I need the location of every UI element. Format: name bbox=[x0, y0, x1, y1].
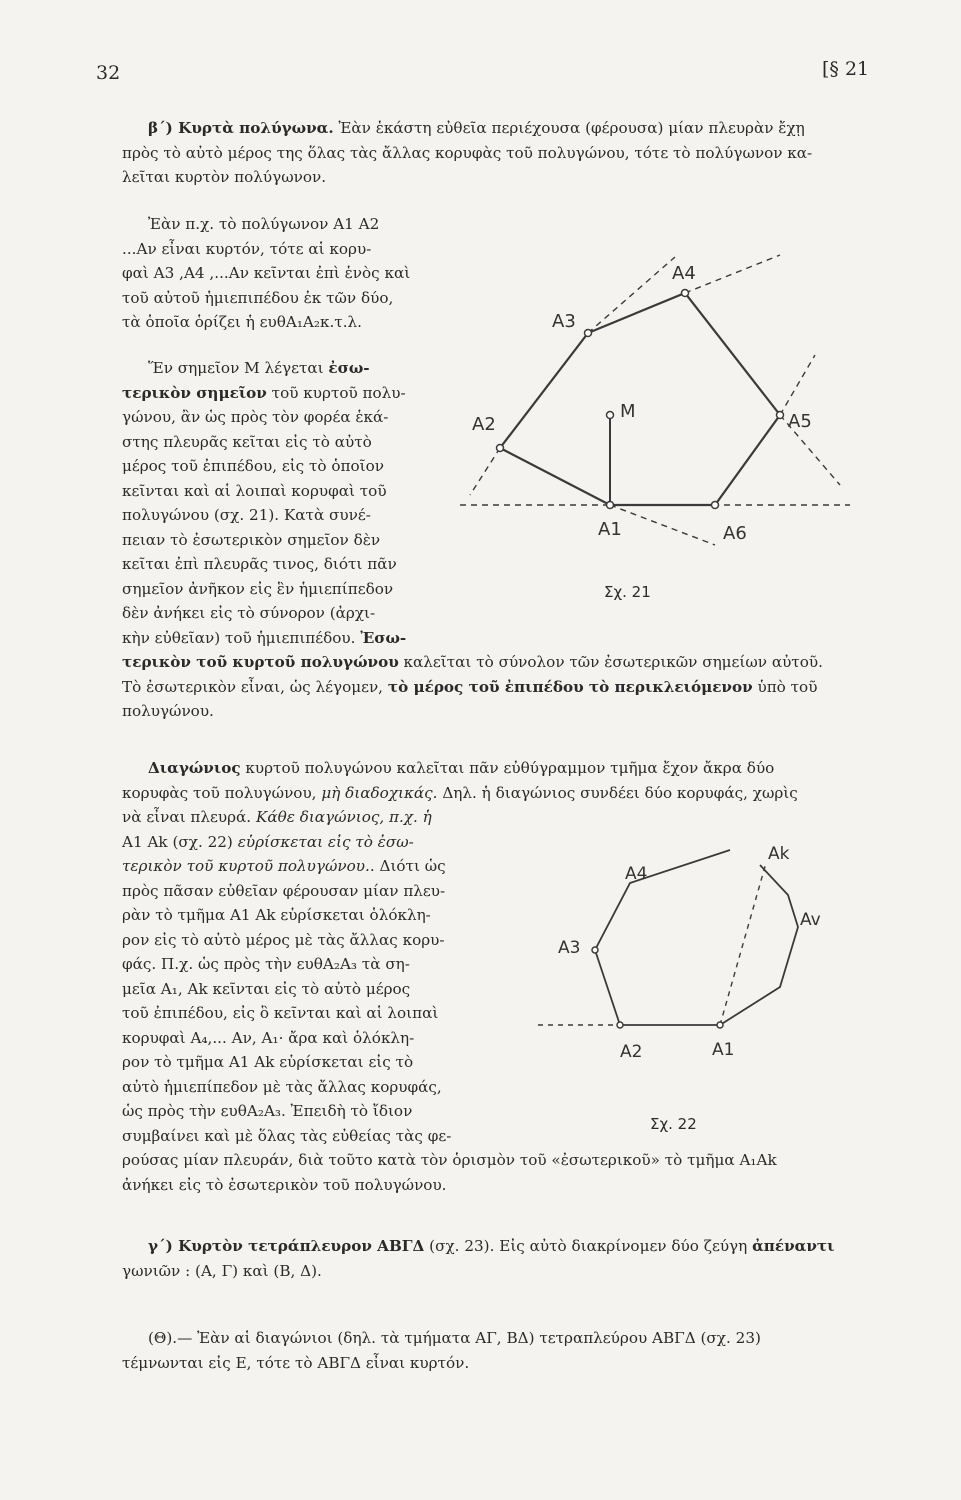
fig21-label-a6: A6 bbox=[723, 523, 747, 544]
fig21-label-a4: A4 bbox=[672, 263, 696, 284]
heading-convex-polygons: β΄) Κυρτὰ πολύγωνα. bbox=[148, 119, 334, 137]
fig22-label-a1: A1 bbox=[712, 1040, 735, 1060]
paragraph-interior-definition: τερικὸν τοῦ κυρτοῦ πολυγώνου καλεῖται τὸ σύνολον τῶν ἐσωτερικῶν σημείων αὐτοῦ. Τὸ ἐσωτερικὸν εἶναι, ὡς λέγομεν, τὸ μέρος τοῦ ἐπιπέδου τὸ περικλειόμενον ὑπὸ τοῦ πολυγώνου. bbox=[122, 653, 823, 720]
section-marker: [§ 21 bbox=[822, 58, 870, 80]
fig22-label-av: Av bbox=[800, 910, 821, 930]
fig21-label-m: M bbox=[620, 401, 636, 422]
fig21-label-a3: A3 bbox=[552, 311, 576, 332]
fig21-label-a2: A2 bbox=[472, 414, 496, 435]
fig21-extended-lines bbox=[460, 255, 850, 545]
paragraph-interior-point: Ἕν σημεῖον Μ λέγεται ἐσω- τερικὸν σημεῖον τοῦ κυρτοῦ πολυ- γώνου, ἂν ὡς πρὸς τὸν φορέα ἑκά- στης πλευρᾶς κεῖται εἰς τὸ αὐτὸ μέρος τοῦ ἐπιπέδου, εἰς τὸ ὁποῖον κεῖνται καὶ αἱ λοιπαὶ κορυφαὶ τοῦ πολυγώνου (σχ. 21). Κατὰ συνέ- πειαν τὸ ἐσωτερικὸν σημεῖον δὲν κεῖται ἐπὶ πλευρᾶς τινος, διότι πᾶν σημεῖον ἀνῆκον εἰς ἓν ἡμιεπίπεδον δὲν ἀνήκει εἰς τὸ σύνορον (ἀρχι- κὴν εὐθεῖαν) τοῦ ἡμιεπιπέδου. Ἐσω- bbox=[122, 359, 407, 647]
term-diagonal: Διαγώνιος bbox=[148, 759, 241, 777]
paragraph-diagonal: Διαγώνιος κυρτοῦ πολυγώνου καλεῖται πᾶν εὐθύγραμμον τμῆμα ἔχον ἄκρα δύο κορυφὰς τοῦ πολυγώνου, μὴ διαδοχικάς. Δηλ. ἡ διαγώνιος συνδέει δύο κορυφάς, χωρὶς νὰ εἶναι πλευρά. Κάθε διαγώνιος, π.χ. ἡ A1 Ak (σχ. 22) εὑρίσκεται εἰς τὸ ἐσω- τερικὸν τοῦ κυρτοῦ πολυγώνου.. Διότι ὡς πρὸς πᾶσαν εὐθεῖαν φέρουσαν μίαν πλευ- ρὰν τὸ τμῆμα A1 Ak εὑρίσκεται ὁλόκλη- ρον εἰς τὸ αὐτὸ μέρος μὲ τὰς ἄλλας κορυ- φάς. Π.χ. ὡς πρὸς τὴν ευθA₂A₃ τὰ ση- μεῖα A₁, Ak κεῖνται εἰς τὸ αὐτὸ μέρος τοῦ ἐπιπέδου, εἰς ὃ κεῖνται καὶ αἱ λοιπαὶ κορυφαὶ A₄,... Aν, A₁· ἄρα καὶ ὁλόκλη- ρον τὸ τμῆμα A1 Ak εὑρίσκεται εἰς τὸ αὐτὸ ἡμιεπίπεδον μὲ τὰς ἄλλας κορυφάς, ὡς πρὸς τὴν ευθA₂A₃. Ἐπειδὴ τὸ ἴδιον συμβαίνει καὶ μὲ ὅλας τὰς εὐθείας τὰς φε- ρούσας μίαν πλευράν, διὰ τοῦτο κατὰ τὸν ὁρισμὸν τοῦ «ἐσωτερικοῦ» τὸ τμῆμα A₁Ak ἀνήκει εἰς τὸ ἐσωτερικὸν τοῦ πολυγώνου. bbox=[122, 759, 798, 1194]
paragraph-convex-polygons: β΄) Κυρτὰ πολύγωνα. Ἐὰν ἑκάστη εὐθεῖα περιέχουσα (φέρουσα) μίαν πλευρὰν ἔχῃ πρὸς τὸ αὐτὸ μέρος της ὅλας τὰς ἄλλας κορυφὰς τοῦ πολυγώνου, τότε τὸ πολύγωνον κα- λεῖται κυρτὸν πολύγωνον. bbox=[122, 119, 813, 186]
fig21-label-a5: A5 bbox=[788, 411, 812, 432]
fig22-vertices bbox=[592, 947, 723, 1028]
fig21-polygon bbox=[500, 293, 780, 505]
page-number: 32 bbox=[96, 62, 121, 84]
paragraph-example: Ἐὰν π.χ. τὸ πολύγωνον A1 A2 ...Aν εἶναι κυρτόν, τότε αἱ κορυ- φαὶ A3 ,A4 ,...Aν κεῖνται ἐπὶ ἑνὸς καὶ τοῦ αὐτοῦ ἡμιεπιπέδου ἐκ τῶν δύο, τὰ ὁποῖα ὁρίζει ἡ ευθA₁A₂κ.τ.λ. bbox=[122, 215, 411, 331]
fig22-label-a2: A2 bbox=[620, 1042, 643, 1062]
fig21-caption: Σχ. 21 bbox=[604, 583, 651, 601]
fig22-caption: Σχ. 22 bbox=[650, 1115, 697, 1133]
paragraph-theorem: (Θ).— Ἐὰν αἱ διαγώνιοι (δηλ. τὰ τμήματα ΑΓ, ΒΔ) τετραπλεύρου ΑΒΓΔ (σχ. 23) τέμνωνται εἰς Ε, τότε τὸ ΑΒΓΔ εἶναι κυρτόν. bbox=[122, 1329, 761, 1372]
fig22-label-ak: Ak bbox=[768, 844, 790, 864]
figure-22 bbox=[530, 835, 870, 1135]
paragraph-quadrilateral: γ΄) Κυρτὸν τετράπλευρον ΑΒΓΔ (σχ. 23). Εἰς αὐτὸ διακρίνομεν δύο ζεύγη ἀπέναντι γωνιῶν : (Α, Γ) καὶ (Β, Δ). bbox=[122, 1237, 835, 1280]
heading-convex-quadrilateral: γ΄) Κυρτὸν τετράπλευρον ΑΒΓΔ bbox=[148, 1237, 425, 1255]
figure-21 bbox=[440, 235, 880, 615]
fig22-label-a4: A4 bbox=[625, 864, 648, 884]
fig21-vertices bbox=[497, 290, 784, 509]
fig21-label-a1: A1 bbox=[598, 519, 622, 540]
fig22-label-a3: A3 bbox=[558, 938, 581, 958]
